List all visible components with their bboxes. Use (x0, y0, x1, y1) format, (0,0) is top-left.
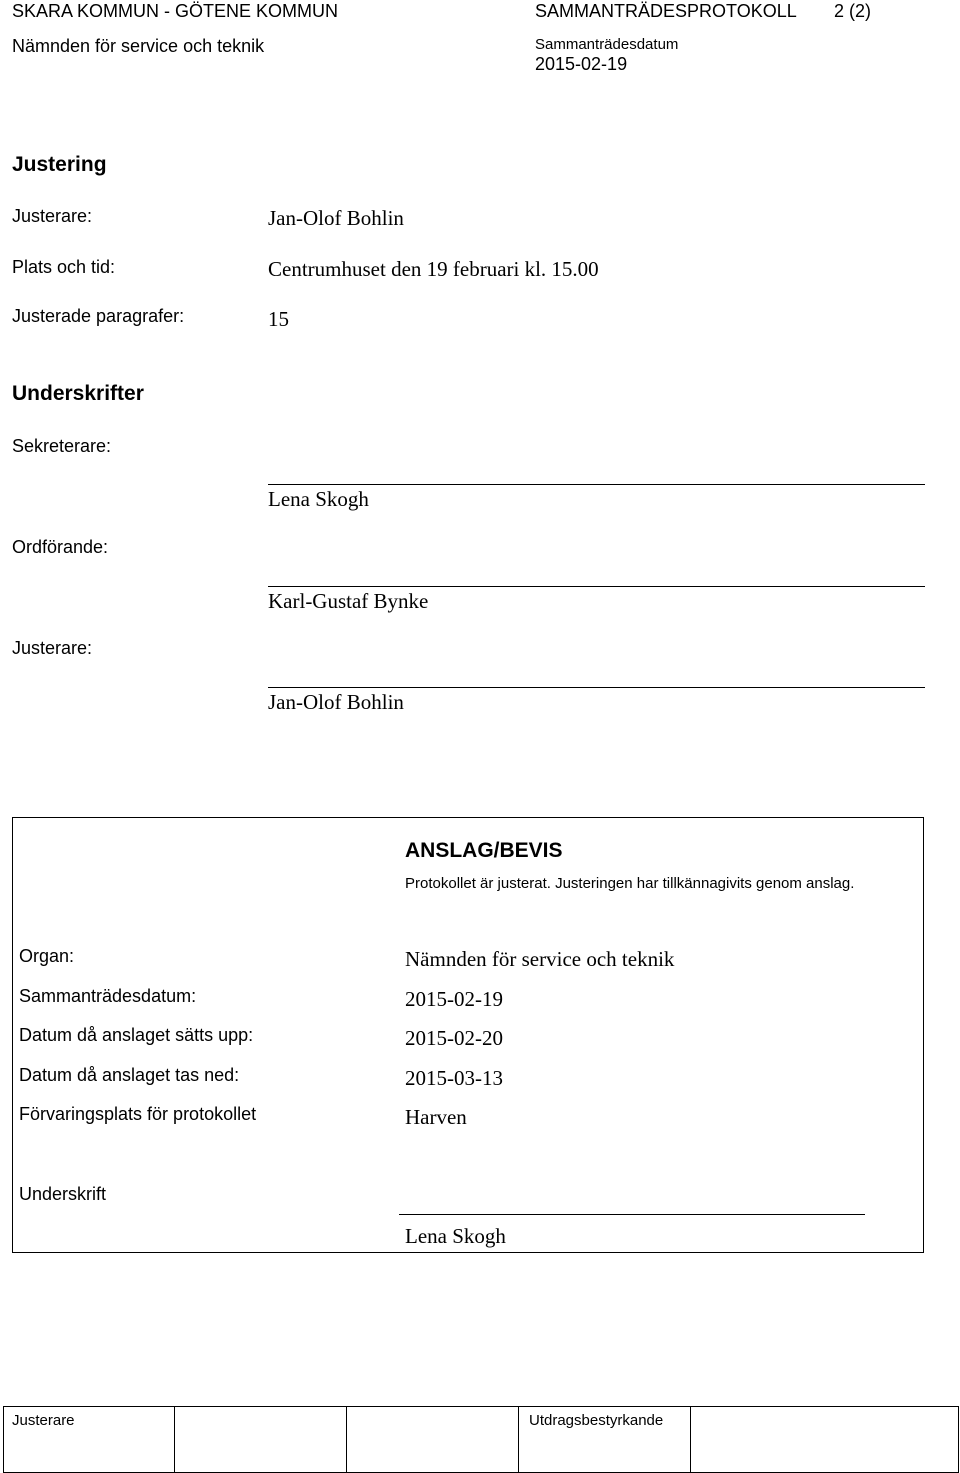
underskrift-label: Underskrift (19, 1184, 107, 1204)
justerare-name: Jan-Olof Bohlin (268, 690, 404, 714)
anslag-date-label: Sammanträdesdatum: (19, 986, 197, 1006)
justerare-value: Jan-Olof Bohlin (268, 206, 404, 230)
sekreterare-signature-line (268, 484, 925, 485)
anslag-upp-value: 2015-02-20 (405, 1026, 503, 1050)
anslag-ned-value: 2015-03-13 (405, 1066, 503, 1090)
anslag-upp-label: Datum då anslaget sätts upp: (19, 1025, 254, 1045)
footer-justerare-label: Justerare (12, 1412, 75, 1429)
justerare-sign-label: Justerare: (12, 638, 93, 658)
ordforande-signature-line (268, 586, 925, 587)
meeting-date-value: 2015-02-19 (535, 54, 628, 74)
anslag-heading: ANSLAG/BEVIS (405, 839, 563, 862)
underskrifter-heading: Underskrifter (12, 382, 144, 405)
justerare-signature-line (268, 687, 925, 688)
organ-value: Nämnden för service och teknik (405, 947, 675, 971)
plats-value: Centrumhuset den 19 februari kl. 15.00 (268, 257, 599, 281)
forvaring-label: Förvaringsplats för protokollet (19, 1104, 257, 1124)
plats-label: Plats och tid: (12, 257, 116, 277)
paragrafer-value: 15 (268, 307, 289, 331)
document-type: SAMMANTRÄDESPROTOKOLL (535, 1, 797, 21)
justering-heading: Justering (12, 153, 107, 176)
ordforande-name: Karl-Gustaf Bynke (268, 589, 429, 613)
page-number: 2 (2) (834, 1, 872, 21)
footer-table (3, 1406, 959, 1473)
meeting-date-label: Sammanträdesdatum (535, 36, 679, 53)
anslag-date-value: 2015-02-19 (405, 987, 503, 1011)
footer-utdrag-cell (519, 1407, 691, 1473)
sekreterare-name: Lena Skogh (268, 487, 369, 511)
forvaring-value: Harven (405, 1105, 467, 1129)
anslag-subtitle: Protokollet är justerat. Justeringen har tillkännagivits genom anslag. (405, 875, 855, 892)
footer-sign-cell-2 (347, 1407, 519, 1473)
organ-label: Organ: (19, 946, 75, 966)
anslag-ned-label: Datum då anslaget tas ned: (19, 1065, 240, 1085)
underskrift-name: Lena Skogh (405, 1224, 506, 1248)
organization-name: SKARA KOMMUN - GÖTENE KOMMUN (12, 1, 339, 21)
footer-justerare-cell (4, 1407, 175, 1473)
footer-utdrag-label: Utdragsbestyrkande (529, 1412, 664, 1429)
ordforande-label: Ordförande: (12, 537, 109, 557)
sekreterare-label: Sekreterare: (12, 436, 112, 456)
justerare-label: Justerare: (12, 206, 93, 226)
underskrift-signature-line (399, 1214, 865, 1215)
footer-sign-cell-1 (175, 1407, 347, 1473)
paragrafer-label: Justerade paragrafer: (12, 306, 185, 326)
footer-sign-cell-3 (691, 1407, 959, 1473)
committee-name: Nämnden för service och teknik (12, 36, 265, 56)
